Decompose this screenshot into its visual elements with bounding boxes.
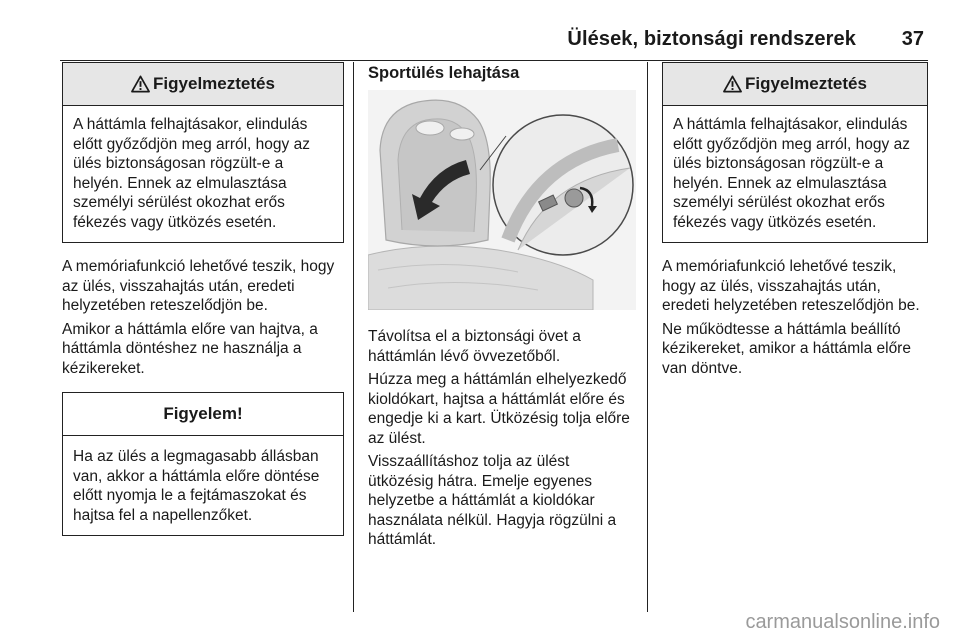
paragraph: Húzza meg a háttámlán elhelyezkedő kioldókart, hajtsa a háttámlát előre és engedje ki a kart. Ütközésig tolja előre az ülést. (368, 371, 630, 447)
warning-triangle-icon (723, 75, 742, 93)
warning-body (663, 106, 927, 242)
paragraph: Távolítsa el a biztonsági övet a háttámlán lévő övvezetőből. (368, 328, 581, 365)
page-number: 37 (901, 28, 924, 50)
header-title: Ülések, biztonsági rendszerek (567, 28, 856, 50)
warning-box (62, 62, 344, 243)
paragraph: A memóriafunkció lehetővé teszik, hogy az ülés, visszahajtás után, eredeti helyzetében reteszelődjön be. (662, 258, 920, 314)
warning-text: A háttámla felhajtásakor, elindulás előtt győződjön meg arról, hogy az ülés biztonságosan rögzült-e a helyén. Ennek az elmulasztása személyi sérülést okozhat erős fékezés vagy ütközés esetén. (673, 116, 910, 231)
paragraph: Ne működtesse a háttámla beállító kézikereket, amikor a háttámla előre van döntve. (662, 320, 911, 377)
warning-triangle-icon (131, 75, 150, 93)
column-divider (353, 62, 354, 612)
notice-box (62, 392, 344, 536)
section-title: Sportülés lehajtása (368, 64, 520, 82)
warning-text: A háttámla felhajtásakor, elindulás előtt győződjön meg arról, hogy az ülés biztonságosan rögzült-e a helyén. Ennek az elmulasztása személyi sérülést okozhat erős fékezés vagy ütközés esetén. (73, 116, 310, 231)
notice-text: Ha az ülés a legmagasabb állásban van, akkor a háttámla előre döntése előtt nyomja le a fejtámaszokat és hajtsa fel a napellenzőket. (73, 448, 320, 524)
warning-box (662, 62, 928, 243)
page-header (60, 14, 928, 61)
column-divider (647, 62, 648, 612)
column-left (62, 62, 344, 536)
notice-body (63, 436, 343, 535)
paragraph: Visszaállításhoz tolja az ülést ütközésig hátra. Emelje egyenes helyzetbe a háttámlát a kioldókar használata nélkül. Hagyja rögzülni a háttámlát. (368, 453, 617, 548)
warning-title: Figyelmeztetés (745, 74, 867, 93)
watermark: carmanualsonline.info (745, 611, 940, 633)
column-right (662, 62, 928, 382)
paragraph: A memóriafunkció lehetővé teszik, hogy az ülés, visszahajtás után, eredeti helyzetében reteszelődjön be. (62, 258, 335, 314)
seat-folding-illustration (368, 90, 636, 310)
warning-body (63, 106, 343, 242)
column-middle (368, 62, 636, 554)
warning-box-header (63, 63, 343, 106)
paragraph: Amikor a háttámla előre van hajtva, a háttámla döntéshez ne használja a kézikereket. (62, 320, 318, 377)
warning-title: Figyelmeztetés (153, 74, 275, 93)
warning-box-header (663, 63, 927, 106)
notice-title: Figyelem! (163, 404, 243, 423)
notice-box-header (63, 393, 343, 436)
